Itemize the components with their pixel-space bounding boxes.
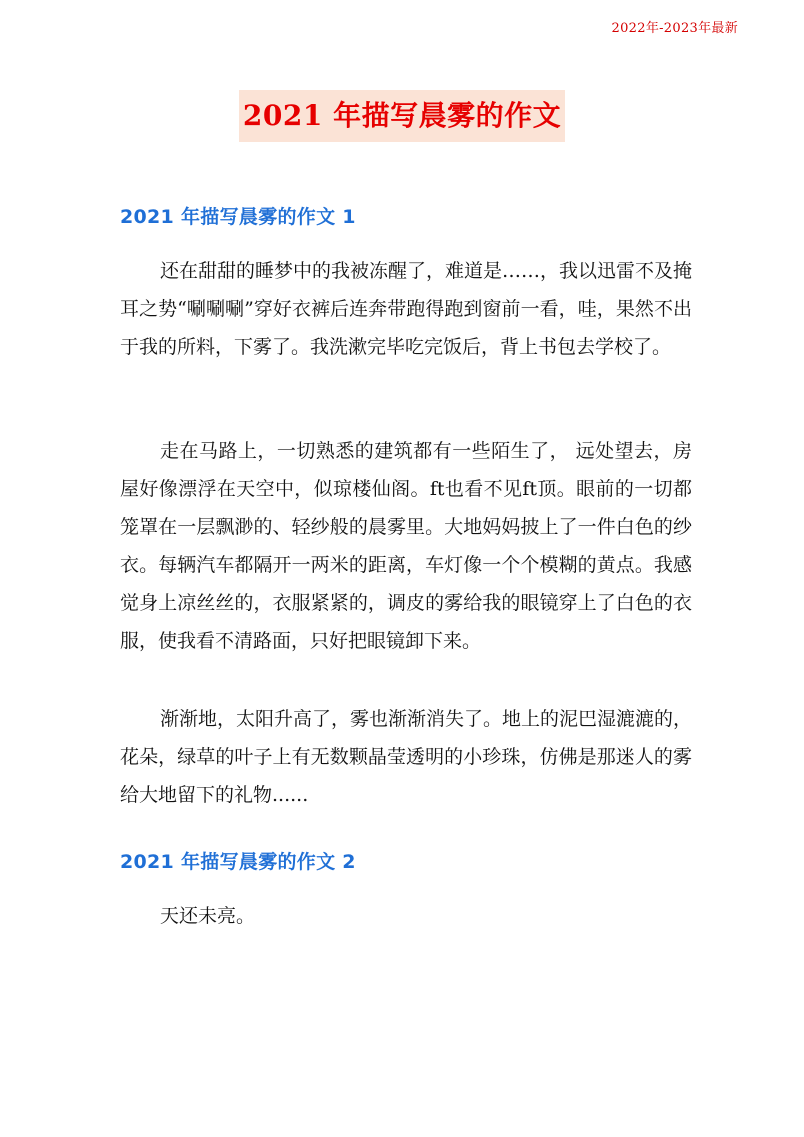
section-heading-1: 2021 年描写晨雾的作文 1 — [120, 206, 356, 228]
section-2-paragraph-1: 天还未亮。 — [160, 905, 256, 927]
section-1-paragraph-1: 还在甜甜的睡梦中的我被冻醒了，难道是……，我以迅雷不及掩耳之势“唰唰唰”穿好衣裤后连奔带跑得跑到窗前一看，哇，果然不出于我的所料，下雾了。我洗漱完毕吃完饭后，背上书包去学校了。 — [120, 260, 693, 358]
section-1-paragraph-2: 走在马路上，一切熟悉的建筑都有一些陌生了， 远处望去，房屋好像漂浮在天空中，似琼楼仙阁。ft也看不见ft顶。眼前的一切都笼罩在一层飘渺的、轻纱般的晨雾里。大地妈妈披上了一件白色的纱衣。每辆汽车都隔开一两米的距离，车灯像一个个模糊的黄点。我感觉身上凉丝丝的，衣服紧紧的，调皮的雾给我的眼镜穿上了白色的衣服，使我看不清路面，只好把眼镜卸下来。 — [120, 440, 692, 652]
section-1-paragraph-3: 渐渐地，太阳升高了，雾也渐渐消失了。地上的泥巴湿漉漉的，花朵，绿草的叶子上有无数颗晶莹透明的小珍珠，仿佛是那迷人的雾给大地留下的礼物...... — [120, 708, 693, 806]
title-block — [0, 90, 804, 142]
title-highlight — [239, 90, 565, 142]
page-title: 2021 年描写晨雾的作文 — [242, 99, 562, 132]
header-note: 2022年-2023年最新 — [611, 21, 738, 36]
section-heading-2: 2021 年描写晨雾的作文 2 — [120, 851, 356, 873]
